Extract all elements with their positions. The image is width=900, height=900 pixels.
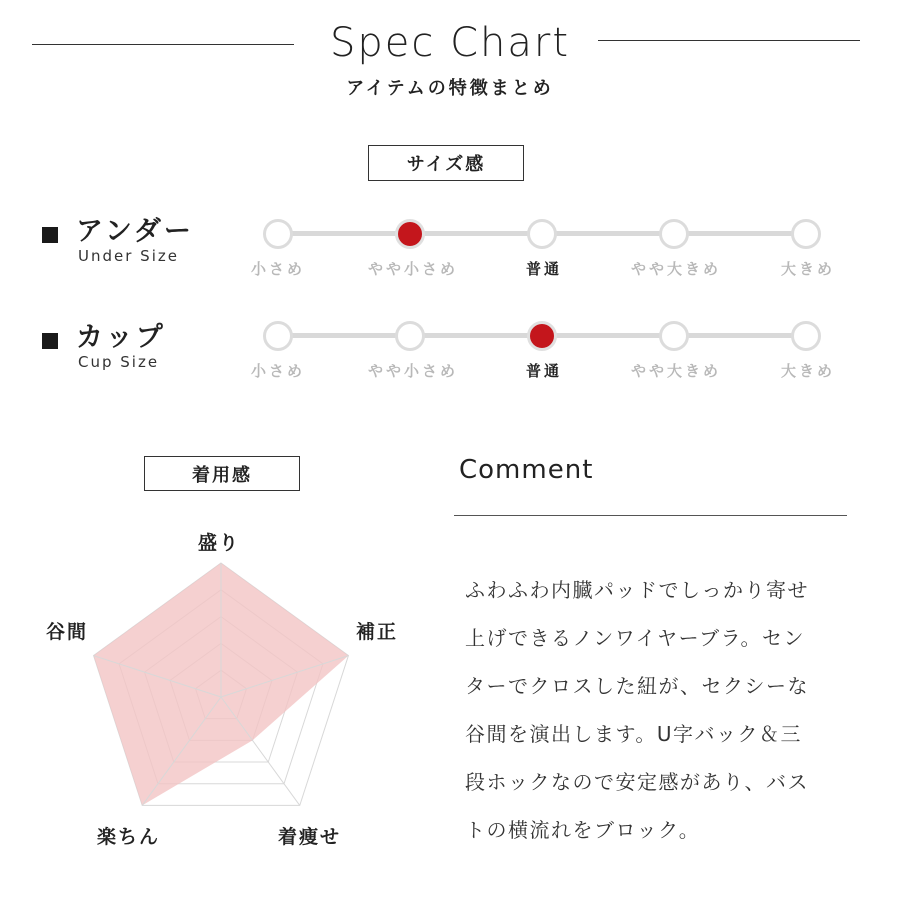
row-subtitle: Under Size [78,247,179,265]
scale-label-1: 小さめ [250,362,305,380]
scale-dot-3-selected [527,321,557,351]
scale-dot-2-selected [395,219,425,249]
bullet-square-icon [42,227,58,243]
scale-dot-5 [791,321,821,351]
scale-dot-2 [395,321,425,351]
comment-rule [454,515,847,516]
radar-axis-label-4: 楽ちん [97,826,161,848]
radar-axis-label-1: 盛り [198,532,241,554]
radar-axis-label-3: 着痩せ [278,826,342,848]
page-title: Spec Chart [329,20,571,66]
bullet-square-icon [42,333,58,349]
comment-title: Comment [459,455,594,485]
scale-dot-5 [791,219,821,249]
row-title: アンダー [76,216,194,247]
scale-label-5: 大きめ [780,260,835,278]
comment-line-3: ターでクロスした紐が、セクシーな [465,674,809,698]
comment-line-6: トの横流れをブロック。 [465,818,701,842]
scale-dot-4 [659,219,689,249]
scale-dot-3 [527,219,557,249]
scale-dot-4 [659,321,689,351]
comment-body [465,566,845,854]
scale-label-4: やや大きめ [630,362,721,380]
row-subtitle: Cup Size [78,353,160,371]
scale-label-1: 小さめ [250,260,305,278]
comment-line-4: 谷間を演出します。U字バック＆三 [465,722,803,746]
scale-label-3: 普通 [525,362,562,380]
size-row-under [0,205,900,285]
comment-line-1: ふわふわ内臓パッドでしっかり寄せ [465,578,809,602]
radar-chart [40,550,400,840]
radar-axis-label-2: 補正 [356,621,399,643]
scale-label-5: 大きめ [780,362,835,380]
row-title: カップ [76,322,166,353]
scale-label-3: 普通 [525,260,562,278]
fit-section-label: 着用感 [144,456,300,491]
comment-line-2: 上げできるノンワイヤーブラ。セン [465,626,805,650]
scale-label-4: やや大きめ [630,260,721,278]
page-subtitle: アイテムの特徴まとめ [346,78,554,99]
scale-dot-1 [263,321,293,351]
comment-line-5: 段ホックなので安定感があり、バス [465,770,809,794]
scale-dot-1 [263,219,293,249]
scale-label-2: やや小さめ [367,260,458,278]
size-section-label: サイズ感 [368,145,524,181]
scale-label-2: やや小さめ [367,362,458,380]
size-row-cup [0,307,900,387]
radar-axis-label-5: 谷間 [46,621,89,643]
